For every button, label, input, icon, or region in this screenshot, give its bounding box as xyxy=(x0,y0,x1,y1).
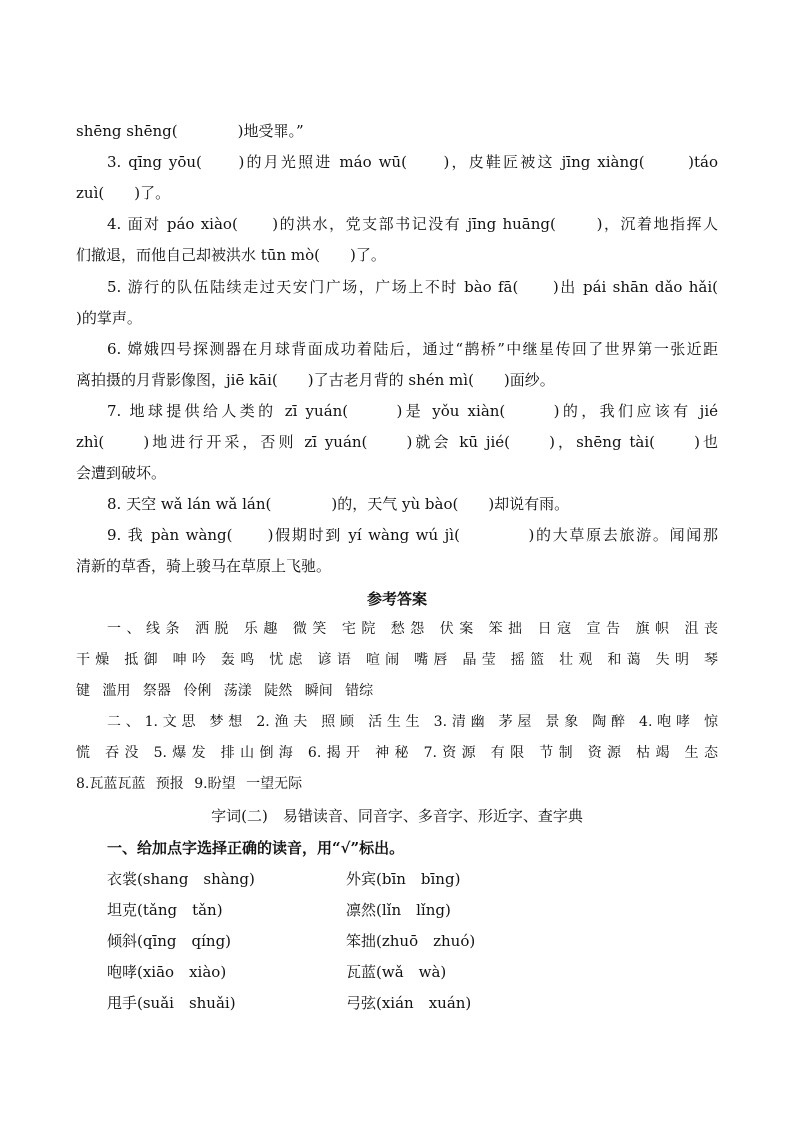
question-line: 4. 面对 páo xiào( )的洪水，党支部书记没有 jīng huāng( )，沉着地指挥人 xyxy=(107,215,718,233)
section-instruction: 一、给加点字选择正确的读音，用“√”标出。 xyxy=(107,839,405,857)
question-line: 9. 我 pàn wàng( )假期时到 yí wàng wú jì( )的大草原去旅游。闻闻那 xyxy=(107,526,718,544)
question-line: zhì( )地进行开采，否则 zī yuán( )就会 kū jié( )，shēng tài( )也 xyxy=(76,433,718,451)
question-line: 离拍摄的月背影像图，jiē kāi( )了古老月背的 shén mì( )面纱。 xyxy=(76,371,555,389)
pinyin-item: 凛然(lǐn lǐng) xyxy=(346,901,451,919)
question-line: )的掌声。 xyxy=(76,309,142,327)
answer-line: 一、线条 洒脱 乐趣 微笑 宅院 愁怨 伏案 笨拙 日寇 宣告 旗帜 沮丧 xyxy=(107,621,718,637)
question-line: 5. 游行的队伍陆续走过天安门广场，广场上不时 bào fā( )出 pái shān dǎo hǎi( xyxy=(107,278,718,296)
question-line: zuì( )了。 xyxy=(76,184,171,202)
pinyin-item: 倾斜(qīng qíng) xyxy=(107,932,232,950)
question-line: 8. 天空 wǎ lán wǎ lán( )的，天气 yù bào( )却说有雨。 xyxy=(107,495,570,513)
pinyin-item: 笨拙(zhuō zhuó) xyxy=(346,932,476,950)
answers-title: 参考答案 xyxy=(366,590,427,608)
question-line: 会遭到破坏。 xyxy=(76,464,167,482)
question-line: 7. 地球提供给人类的 zī yuán( )是 yǒu xiàn( )的，我们应该有 jié xyxy=(107,402,718,420)
section-title: 字词(二) 易错读音、同音字、多音字、形近字、查字典 xyxy=(211,807,583,825)
pinyin-item: 甩手(suǎi shuǎi) xyxy=(107,994,236,1012)
pinyin-item: 衣裳(shang shàng) xyxy=(107,870,255,888)
pinyin-item: 坦克(tǎng tǎn) xyxy=(107,901,223,919)
answer-line: 二、1.文思 梦想 2.渔夫 照顾 活生生 3.清幽 茅屋 景象 陶醉 4.咆哮 惊 xyxy=(107,714,718,730)
pinyin-item: 咆哮(xiāo xiào) xyxy=(107,963,227,981)
pinyin-item: 外宾(bīn bīng) xyxy=(346,870,461,888)
answer-line: 干燥 抵御 呻吟 轰鸣 忧虑 谚语 喧闹 嘴唇 晶莹 摇篮 壮观 和蔼 失明 琴 xyxy=(76,652,718,668)
pinyin-item: 弓弦(xián xuán) xyxy=(346,994,472,1012)
pinyin-item: 瓦蓝(wǎ wà) xyxy=(346,963,447,981)
question-line: 6. 嫦娥四号探测器在月球背面成功着陆后，通过“鹊桥”中继星传回了世界第一张近距 xyxy=(107,340,718,358)
question-line: 清新的草香，骑上骏马在草原上飞驰。 xyxy=(76,557,332,575)
question-line: 们撤退，而他自己却被洪水 tūn mò( )了。 xyxy=(76,246,386,264)
question-line: 3. qīng yōu( )的月光照进 máo wū( )，皮鞋匠被这 jīng xiàng( )táo xyxy=(107,153,718,171)
question-line: shēng shēng( )地受罪。” xyxy=(76,122,304,140)
answer-line: 8.瓦蓝瓦蓝 预报 9.盼望 一望无际 xyxy=(76,776,303,792)
answer-line: 键 滥用 祭器 伶俐 荡漾 陡然 瞬间 错综 xyxy=(76,683,374,699)
answer-line: 慌 吞没 5.爆发 排山倒海 6.揭开 神秘 7.资源 有限 节制 资源 枯竭 生态 xyxy=(76,745,718,761)
